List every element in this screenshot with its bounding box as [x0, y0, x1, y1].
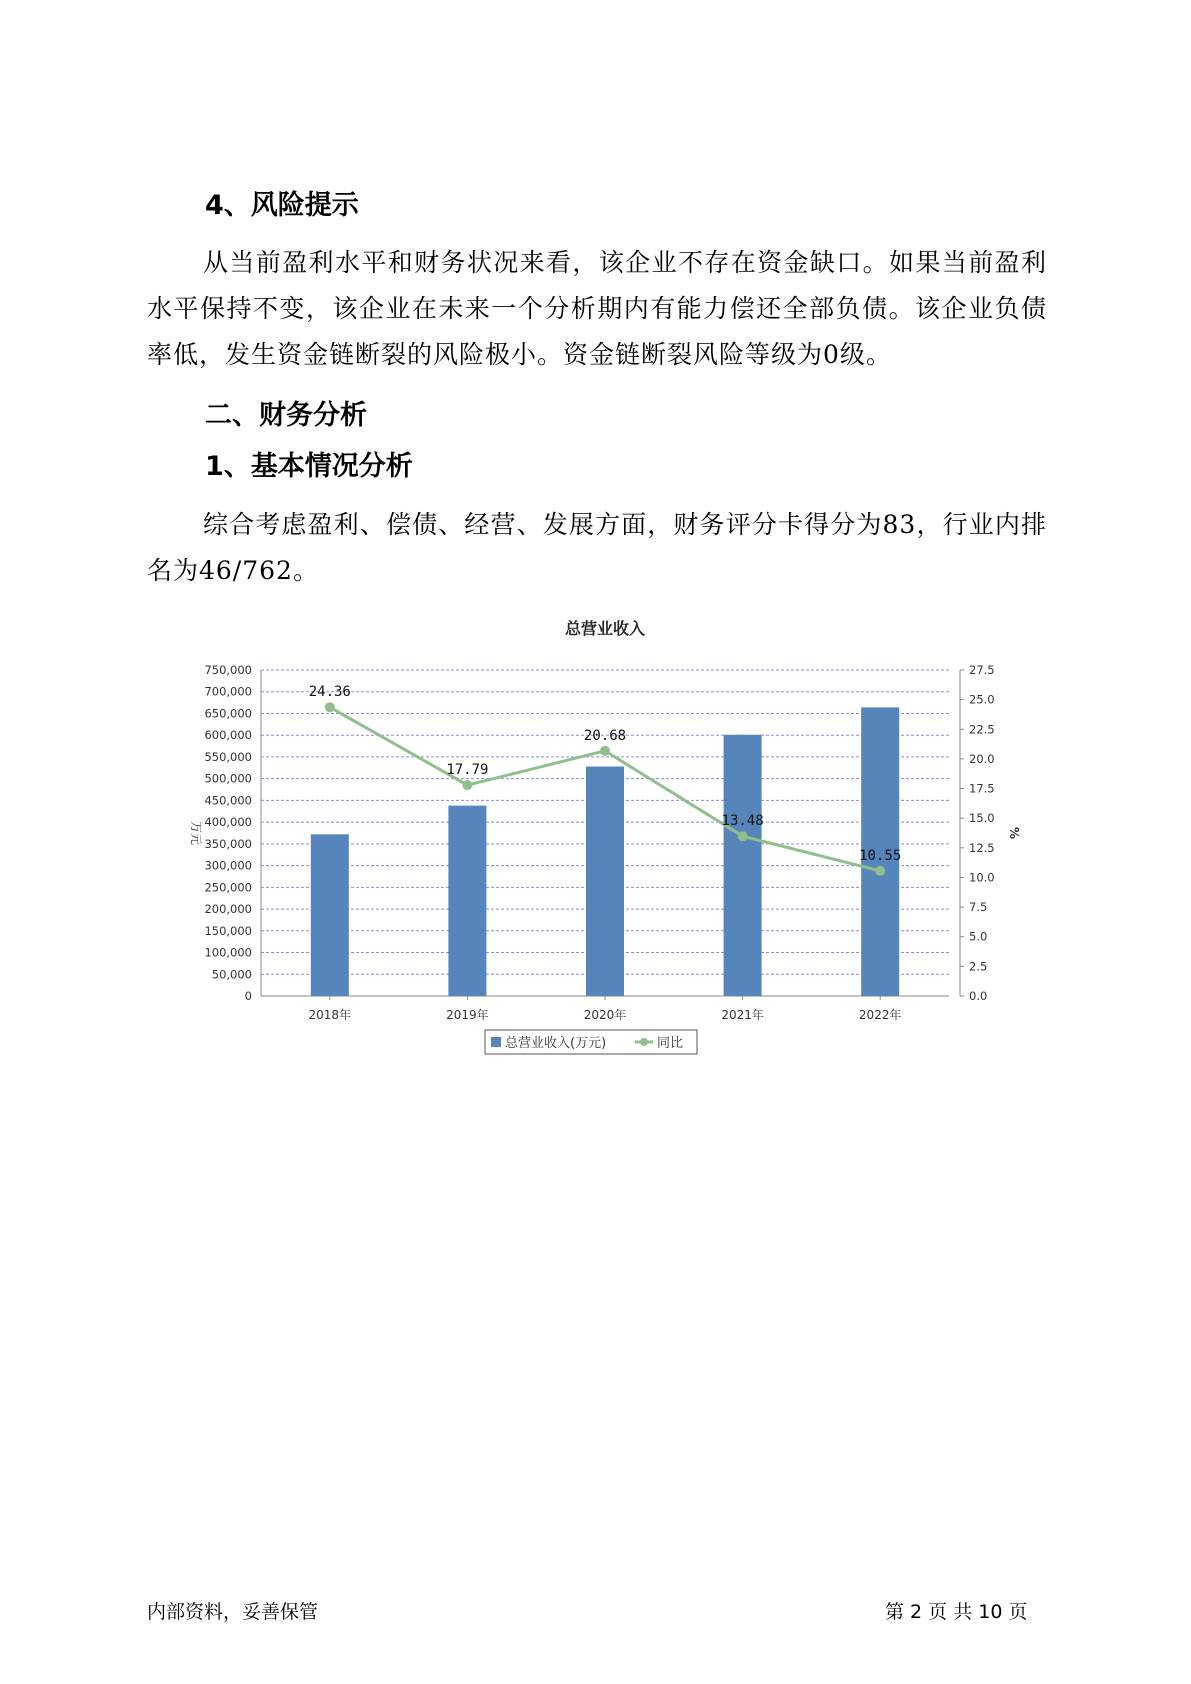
- right-tick-label: 10.0: [969, 870, 995, 885]
- yoy-data-label: 13.48: [721, 813, 764, 830]
- right-tick-label: 17.5: [969, 781, 995, 796]
- footer-page-number: 第 2 页 共 10 页: [885, 1601, 1028, 1623]
- chart-title: 总营业收入: [564, 619, 646, 638]
- revenue-bar: [586, 766, 624, 996]
- revenue-bar: [721, 735, 764, 996]
- left-tick-label: 300,000: [204, 858, 252, 873]
- yoy-data-label: 10.55: [859, 847, 902, 864]
- right-tick-label: 12.5: [969, 840, 995, 855]
- left-tick-label: 50,000: [211, 967, 252, 982]
- right-tick-label: 5.0: [969, 929, 988, 944]
- yoy-point: [875, 866, 885, 876]
- legend-bar-swatch: [491, 1037, 501, 1047]
- yoy-data-label: 20.68: [583, 727, 627, 744]
- right-tick-label: 22.5: [969, 722, 995, 737]
- right-tick-label: 25.0: [969, 692, 995, 707]
- left-tick-label: 400,000: [204, 815, 252, 830]
- right-tick-label: 7.5: [969, 900, 988, 915]
- x-tick-label: 2018年: [308, 1008, 352, 1022]
- basic-heading: 1、基本情况分析: [205, 451, 413, 482]
- left-tick-label: 750,000: [204, 663, 252, 677]
- yoy-data-label: 24.36: [308, 684, 351, 701]
- risk-heading: 4、风险提示: [205, 190, 359, 221]
- legend-line-marker: [640, 1038, 648, 1046]
- left-tick-label: 550,000: [204, 749, 252, 764]
- right-tick-label: 2.5: [969, 959, 988, 974]
- right-tick-label: 15.0: [969, 811, 995, 826]
- left-tick-label: 350,000: [204, 836, 252, 851]
- x-tick-label: 2021年: [721, 1008, 764, 1022]
- yoy-point: [600, 746, 610, 756]
- revenue-chart: [140, 610, 1050, 1080]
- right-tick-label: 20.0: [969, 751, 995, 766]
- right-tick-label: 0.0: [969, 989, 988, 1003]
- left-tick-label: 100,000: [204, 945, 252, 960]
- left-tick-label: 250,000: [204, 880, 252, 895]
- revenue-bar: [311, 834, 349, 996]
- yoy-data-label: 17.79: [446, 762, 489, 779]
- legend-line-label: 同比: [657, 1036, 684, 1051]
- left-tick-label: 500,000: [204, 771, 252, 786]
- left-tick-label: 600,000: [204, 728, 252, 743]
- legend-bar-label: 总营业收入(万元): [505, 1036, 607, 1051]
- risk-paragraph: 从当前盈利水平和财务状况来看，该企业不存在资金缺口。如果当前盈利水平保持不变，该企业在未来一个分析期内有能力偿还全部负债。该企业负债率低，发生资金链断裂的风险极小。资金链断裂风险等级为0级。: [147, 248, 1047, 369]
- left-tick-label: 150,000: [204, 923, 252, 938]
- x-tick-label: 2019年: [446, 1008, 489, 1022]
- left-tick-label: 450,000: [204, 793, 252, 808]
- x-tick-label: 2020年: [583, 1008, 627, 1022]
- yoy-point: [462, 780, 472, 790]
- left-tick-label: 650,000: [204, 706, 252, 721]
- footer-confidential: 内部资料，妥善保管: [147, 1601, 319, 1623]
- finance-heading: 二、财务分析: [205, 400, 367, 431]
- left-axis-title: 万元: [189, 820, 203, 846]
- left-tick-label: 200,000: [204, 902, 252, 917]
- right-tick-label: 27.5: [969, 663, 995, 677]
- left-tick-label: 0: [244, 989, 252, 1003]
- left-tick-label: 700,000: [204, 684, 252, 699]
- yoy-point: [325, 702, 335, 712]
- basic-paragraph: 综合考虑盈利、偿债、经营、发展方面，财务评分卡得分为83，行业内排名为46/762。: [147, 510, 1047, 585]
- yoy-point: [738, 831, 748, 841]
- x-tick-label: 2022年: [858, 1008, 902, 1022]
- revenue-bar: [448, 806, 486, 996]
- right-axis-title: %: [1007, 826, 1021, 840]
